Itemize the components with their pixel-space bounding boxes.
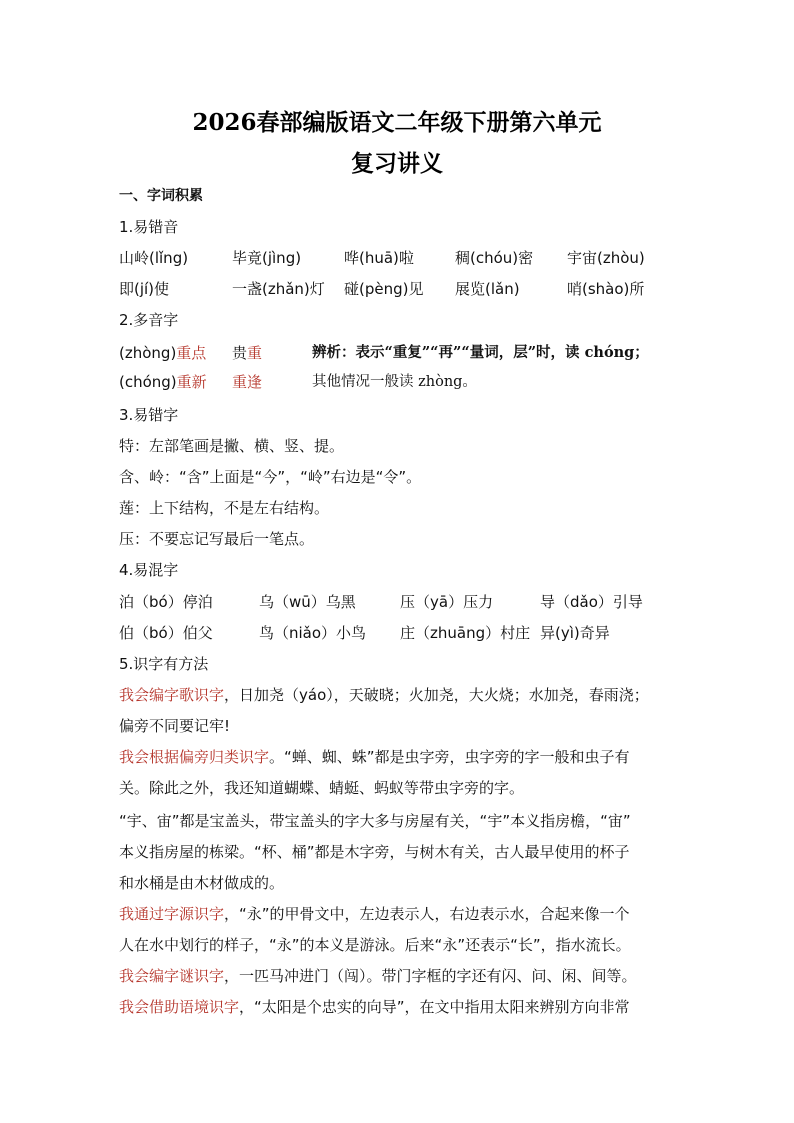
polyphone-item — [232, 343, 262, 363]
method-label: 我会编字谜识字 — [119, 967, 225, 985]
method-paragraph — [119, 747, 630, 767]
polyphone-note: 辨析：表示“重复”“再”“量词，层”时，读 chóng； — [312, 344, 649, 361]
polyphone-pinyin: (zhòng) — [119, 344, 177, 362]
method-text: 。“蝉、蜘、蛛”都是虫字旁，虫字旁的字一般和虫子有 — [269, 748, 630, 766]
heading-literacy-methods: 5.识字有方法 — [119, 655, 209, 673]
document-subtitle: 复习讲义 — [351, 150, 443, 177]
method-paragraph — [119, 904, 630, 924]
method-text: 关。除此之外，我还知道蝴蝶、蜻蜓、蚂蚁等带虫字旁的字。 — [119, 779, 525, 797]
method-text: ，一匹马冲进门（闯）。带门字框的字还有闪、问、闲、间等。 — [224, 967, 637, 985]
heading-wrong-characters: 3.易错字 — [119, 406, 179, 424]
polyphone-word: 重新 — [176, 373, 207, 391]
wrong-character-tip: 特：左部笔画是撇、横、竖、提。 — [119, 437, 345, 455]
pronunciation-item: 一盏(zhǎn)灯 — [232, 280, 325, 298]
wrong-character-tip: 含、岭：“含”上面是“今”，“岭”右边是“令”。 — [119, 468, 422, 486]
polyphone-char: 贵 — [232, 344, 248, 362]
method-text: ，“永”的甲骨文中，左边表示人，右边表示水，合起来像一个 — [224, 905, 630, 923]
pronunciation-item: 宇宙(zhòu) — [567, 249, 645, 267]
confusable-item: 泊（bó）停泊 — [119, 593, 213, 611]
polyphone-item: 重逢 — [232, 373, 263, 391]
method-label: 我会根据偏旁归类识字 — [119, 748, 270, 766]
confusable-item: 鸟（niǎo）小鸟 — [259, 624, 367, 642]
method-text: ，“太阳是个忠实的向导”，在文中指用太阳来辨别方向非常 — [239, 998, 630, 1016]
heading-pronunciation: 1.易错音 — [119, 218, 179, 236]
polyphone-item — [119, 372, 207, 392]
wrong-character-tip: 压：不要忘记写最后一笔点。 — [119, 530, 315, 548]
method-paragraph — [119, 997, 630, 1017]
method-label: 我会编字歌识字 — [119, 686, 225, 704]
pronunciation-item: 哨(shào)所 — [567, 280, 645, 298]
method-text: 本义指房屋的栋梁。“杯、桶”都是木字旁，与树木有关，古人最早使用的杯子 — [119, 843, 630, 861]
heading-confusable: 4.易混字 — [119, 561, 179, 579]
method-paragraph — [119, 685, 649, 705]
method-label: 我通过字源识字 — [119, 905, 225, 923]
confusable-item: 压（yā）压力 — [400, 593, 494, 611]
pronunciation-item: 即(jí)使 — [119, 280, 170, 298]
polyphone-pinyin: (chóng) — [119, 373, 177, 391]
method-text: ，日加尧（yáo），天破晓；火加尧，大火烧；水加尧，春雨浇； — [224, 686, 649, 704]
document-title: 2026春部编版语文二年级下册第六单元 — [192, 109, 602, 136]
confusable-item: 伯（bó）伯父 — [119, 624, 213, 642]
confusable-item: 异(yì)奇异 — [540, 624, 610, 642]
heading-polyphone: 2.多音字 — [119, 311, 179, 329]
wrong-character-tip: 莲：上下结构，不是左右结构。 — [119, 499, 330, 517]
pronunciation-item: 山岭(lǐng) — [119, 249, 189, 267]
polyphone-word: 重点 — [176, 344, 207, 362]
confusable-item: 庄（zhuāng）村庄 — [400, 624, 531, 642]
pronunciation-item: 碰(pèng)见 — [344, 280, 424, 298]
polyphone-note: 其他情况一般读 zhòng。 — [312, 374, 477, 390]
pronunciation-item: 哗(huā)啦 — [344, 249, 414, 267]
polyphone-highlight: 重 — [247, 344, 263, 362]
method-label: 我会借助语境识字 — [119, 998, 240, 1016]
pronunciation-item: 毕竟(jìng) — [232, 249, 302, 267]
confusable-item: 导（dǎo）引导 — [540, 593, 643, 611]
confusable-item: 乌（wū）乌黑 — [259, 593, 356, 611]
section-heading-vocab: 一、字词积累 — [119, 188, 203, 204]
method-text: “宇、宙”都是宝盖头，带宝盖头的字大多与房屋有关，“宇”本义指房檐，“宙” — [119, 812, 631, 830]
pronunciation-item: 展览(lǎn) — [455, 280, 520, 298]
polyphone-item — [119, 343, 206, 363]
method-paragraph — [119, 966, 637, 986]
method-text: 偏旁不同要记牢! — [119, 717, 231, 735]
method-text: 和水桶是由木材做成的。 — [119, 874, 285, 892]
method-text: 人在水中划行的样子，“永”的本义是游泳。后来“永”还表示“长”，指水流长。 — [119, 936, 631, 954]
pronunciation-item: 稠(chóu)密 — [455, 249, 534, 267]
